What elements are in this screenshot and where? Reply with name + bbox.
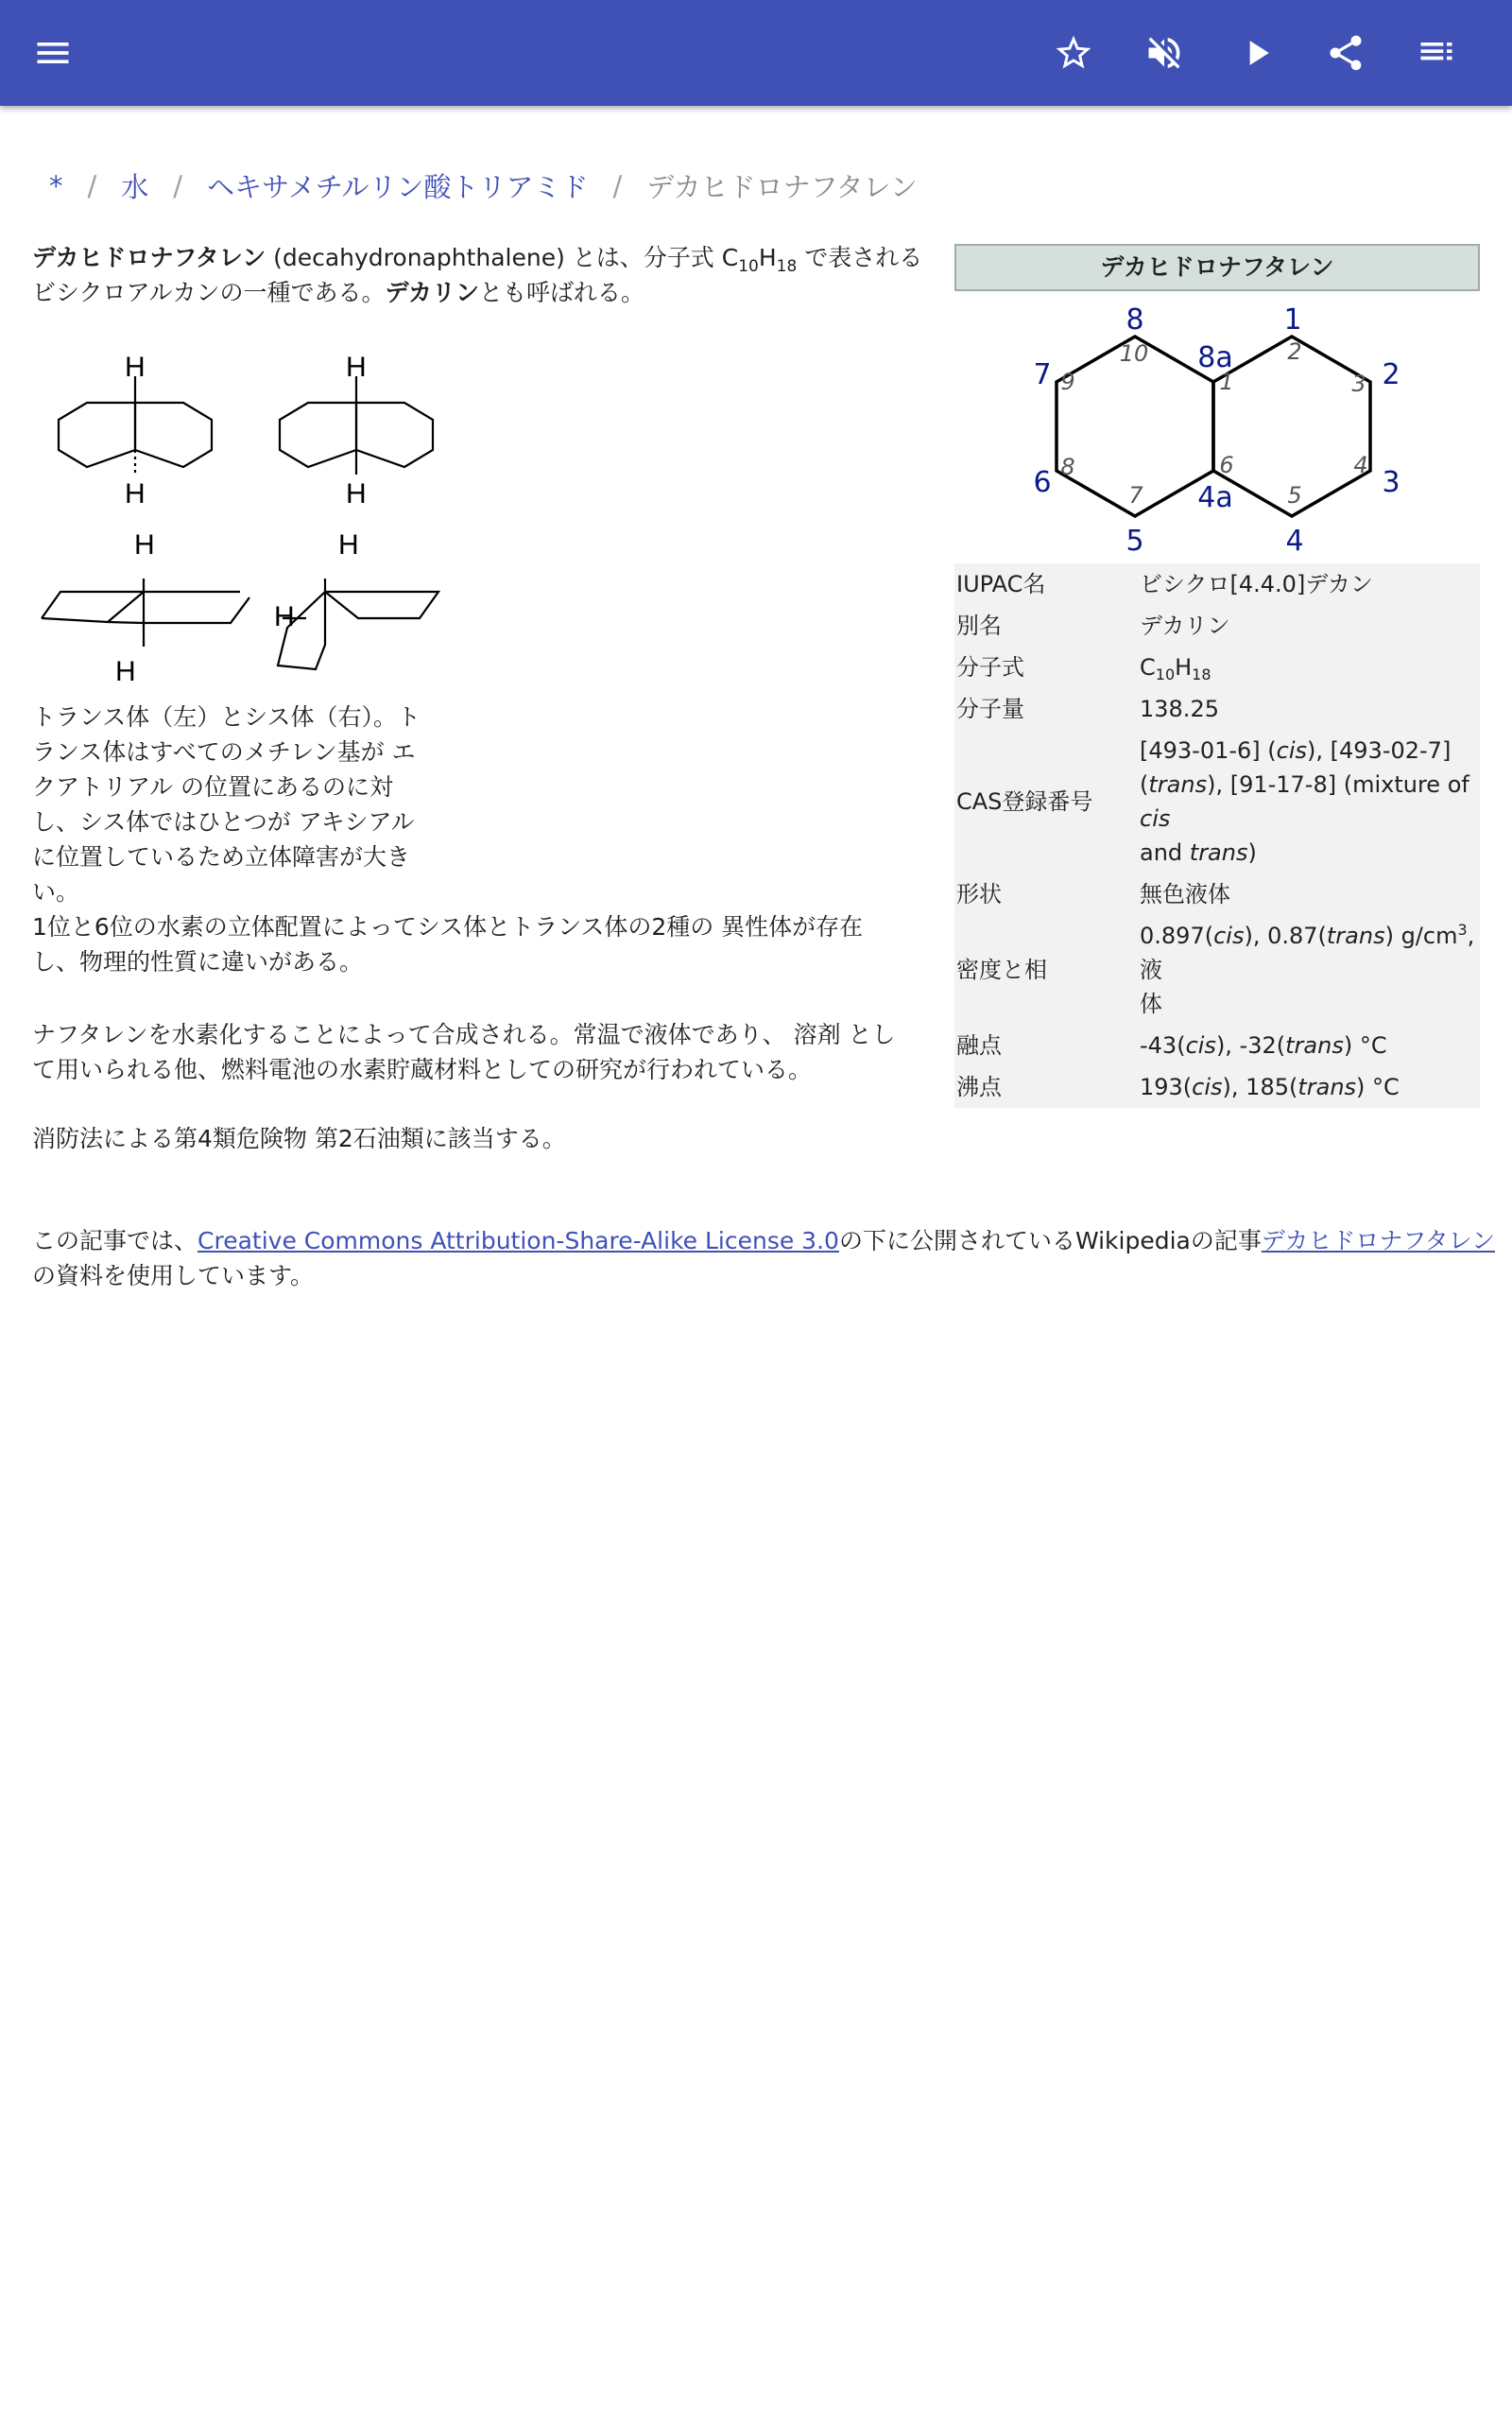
italic-text: cis — [1276, 737, 1308, 764]
row-key: 別名 — [956, 613, 1002, 639]
intro-text: とも呼ばれる。 — [479, 279, 645, 306]
value-text: ), [91-17-8] (mixture of — [1207, 771, 1469, 798]
breadcrumb — [49, 166, 918, 205]
italic-text: cis — [1213, 923, 1245, 949]
intro-text: ビシクロアルカンの一種である。 — [32, 279, 386, 306]
inner-label: 4 — [1353, 452, 1368, 478]
row-key: 形状 — [956, 881, 1002, 908]
isomer-paragraph — [32, 909, 939, 979]
menu-icon[interactable] — [25, 25, 81, 81]
outer-label: 6 — [1033, 466, 1052, 499]
h-label: H — [134, 529, 155, 561]
outer-label: 7 — [1033, 358, 1052, 391]
formula-part: C — [1140, 654, 1156, 681]
value-text: 0.897( — [1140, 923, 1214, 949]
subscript: 18 — [1192, 666, 1211, 683]
value-text: 体 — [1140, 991, 1162, 1017]
license-text: この記事では、 — [32, 1227, 198, 1254]
app-bar — [0, 0, 1512, 106]
intro-line-2 — [32, 275, 939, 310]
intro-text: (decahydronaphthalene) とは、分子式 C — [266, 244, 739, 271]
caption-line: い。 — [32, 878, 80, 906]
row-value: 無色液体 — [1140, 881, 1230, 908]
h-label: H — [115, 656, 136, 687]
italic-text: trans — [1189, 839, 1248, 866]
infobox-row-mass — [954, 688, 1480, 730]
play-icon[interactable] — [1228, 25, 1285, 81]
infobox-row-cas — [954, 730, 1480, 873]
row-value — [1138, 730, 1480, 873]
subscript: 10 — [738, 257, 759, 276]
inner-label: 9 — [1060, 369, 1075, 395]
h-label: H — [346, 478, 367, 510]
value-text: ( — [1140, 771, 1149, 798]
paragraph-line: 1位と6位の水素の立体配置によってシス体とトランス体の2種の 異性体が存在 — [32, 913, 864, 941]
caption-line: し、シス体ではひとつが アキシアル — [32, 808, 415, 836]
outer-label: 4 — [1285, 525, 1304, 558]
infobox-table — [954, 563, 1480, 1108]
inner-label: 1 — [1219, 369, 1234, 395]
outer-label: 2 — [1382, 358, 1400, 391]
row-key: 沸点 — [956, 1074, 1002, 1100]
inner-label: 6 — [1219, 452, 1234, 478]
row-value — [1138, 915, 1480, 1025]
caption-line: に位置しているため立体障害が大き — [32, 843, 411, 871]
breadcrumb-separator: / — [173, 169, 183, 202]
italic-text: trans — [1148, 771, 1208, 798]
outer-label: 3 — [1382, 466, 1400, 499]
license-line-2: の資料を使用しています。 — [32, 1262, 315, 1289]
inner-label: 8 — [1060, 454, 1075, 480]
breadcrumb-current: デカヒドロナフタレン — [646, 171, 918, 203]
value-text: ), [493-02-7] — [1307, 737, 1452, 764]
intro-text: H — [758, 244, 777, 271]
subscript: 10 — [1155, 666, 1176, 683]
infobox-structure-diagram — [954, 291, 1480, 563]
italic-text: cis — [1192, 1074, 1223, 1100]
value-text: ), -32( — [1215, 1032, 1286, 1059]
intro-paragraph — [32, 240, 939, 310]
row-value: ビシクロ[4.4.0]デカン — [1140, 571, 1373, 597]
wikipedia-article-link[interactable]: デカヒドロナフタレン — [1261, 1227, 1496, 1254]
synthesis-paragraph — [32, 1017, 939, 1087]
breadcrumb-hmpa-link[interactable]: ヘキサメチルリン酸トリアミド — [207, 171, 589, 203]
cis-trans-structure-image — [32, 344, 457, 694]
cc-license-link[interactable]: Creative Commons Attribution-Share-Alike License 3.0 — [198, 1227, 839, 1254]
italic-text: trans — [1285, 1032, 1344, 1059]
value-text: 193( — [1140, 1074, 1193, 1100]
value-text: [493-01-6] ( — [1140, 737, 1277, 764]
paragraph-line: ナフタレンを水素化することによって合成される。常温で液体であり、 溶剤 とし — [32, 1021, 896, 1048]
decalin-numbering-diagram — [954, 291, 1480, 563]
value-text: , 液 — [1140, 923, 1475, 983]
superscript: 3 — [1457, 921, 1468, 939]
value-text: ), 185( — [1222, 1074, 1298, 1100]
italic-text: trans — [1297, 1074, 1357, 1100]
inner-label: 7 — [1128, 482, 1143, 509]
law-paragraph — [32, 1121, 939, 1156]
inner-label: 3 — [1351, 371, 1366, 397]
infobox — [954, 244, 1480, 1108]
subscript: 18 — [776, 257, 798, 276]
share-icon[interactable] — [1317, 25, 1374, 81]
value-text: ) °C — [1356, 1074, 1400, 1100]
h-label: H — [274, 601, 295, 632]
playlist-icon[interactable] — [1408, 25, 1465, 81]
value-text: ) g/cm — [1384, 923, 1458, 949]
outer-label: 5 — [1125, 525, 1144, 558]
italic-text: trans — [1326, 923, 1385, 949]
star-icon[interactable] — [1045, 25, 1102, 81]
row-key: 融点 — [956, 1032, 1002, 1059]
caption-line: トランス体（左）とシス体（右）。ト — [32, 703, 421, 731]
formula-part: H — [1175, 654, 1193, 681]
row-value — [1138, 1066, 1480, 1108]
infobox-row-bp — [954, 1066, 1480, 1108]
value-text: ) — [1247, 839, 1257, 866]
row-key: 密度と相 — [956, 957, 1047, 983]
h-label: H — [125, 352, 146, 383]
alias-bold: デカリン — [385, 279, 480, 306]
structure-caption — [32, 700, 467, 909]
infobox-row-alias — [954, 605, 1480, 647]
infobox-row-iupac — [954, 563, 1480, 605]
row-value — [1138, 647, 1480, 688]
value-text: ), 0.87( — [1244, 923, 1327, 949]
infobox-row-state — [954, 873, 1480, 915]
outer-label: 8 — [1125, 303, 1144, 337]
value-text: and — [1140, 839, 1190, 866]
outer-label: 4a — [1197, 481, 1233, 514]
row-key: IUPAC名 — [956, 571, 1046, 597]
license-line-1 — [32, 1223, 1506, 1258]
intro-line-1 — [32, 240, 939, 275]
row-value: デカリン — [1140, 613, 1230, 639]
breadcrumb-separator: / — [87, 169, 97, 202]
mute-icon[interactable] — [1136, 25, 1193, 81]
row-key: 分子量 — [956, 696, 1024, 722]
row-key: 分子式 — [956, 654, 1024, 681]
intro-text: で表される — [797, 244, 923, 271]
h-label: H — [125, 478, 146, 510]
infobox-row-density — [954, 915, 1480, 1025]
breadcrumb-root-link[interactable]: * — [49, 169, 63, 202]
inner-label: 2 — [1287, 338, 1302, 365]
license-notice — [32, 1223, 1506, 1293]
infobox-title: デカヒドロナフタレン — [954, 244, 1480, 291]
infobox-row-mp — [954, 1025, 1480, 1066]
paragraph-line: て用いられる他、燃料電池の水素貯蔵材料としての研究が行われている。 — [32, 1056, 813, 1083]
row-value — [1138, 1025, 1480, 1066]
row-key: CAS登録番号 — [956, 788, 1093, 815]
outer-label: 8a — [1197, 341, 1233, 374]
breadcrumb-water-link[interactable]: 水 — [121, 171, 149, 203]
italic-text: cis — [1140, 805, 1171, 832]
value-text: ) °C — [1343, 1032, 1387, 1059]
caption-line: クアトリアル の位置にあるのに対 — [32, 773, 393, 801]
article-title-bold: デカヒドロナフタレン — [32, 244, 266, 271]
h-label: H — [338, 529, 359, 561]
infobox-row-formula — [954, 647, 1480, 688]
inner-label: 5 — [1287, 482, 1302, 509]
inner-label: 10 — [1119, 340, 1149, 367]
italic-text: cis — [1185, 1032, 1216, 1059]
paragraph-line: し、物理的性質に違いがある。 — [32, 948, 364, 976]
caption-line: ランス体はすべてのメチレン基が エ — [32, 738, 416, 766]
breadcrumb-separator: / — [612, 169, 623, 202]
outer-label: 1 — [1283, 303, 1302, 337]
h-label: H — [346, 352, 367, 383]
paragraph-line: 消防法による第4類危険物 第2石油類に該当する。 — [32, 1125, 566, 1152]
value-text: -43( — [1140, 1032, 1186, 1059]
license-text: の下に公開されているWikipediaの記事 — [838, 1227, 1262, 1254]
row-value: 138.25 — [1140, 696, 1219, 722]
